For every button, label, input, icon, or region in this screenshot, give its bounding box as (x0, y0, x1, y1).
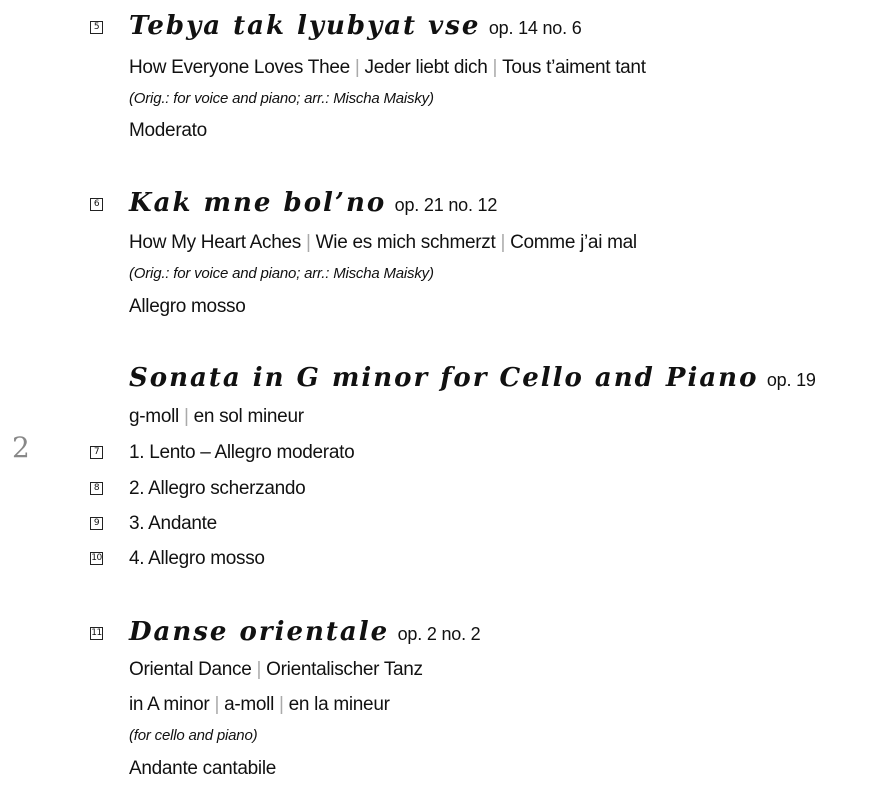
separator: | (279, 694, 284, 715)
track-number-7: 7 (90, 446, 103, 459)
page-number: 2 (12, 431, 30, 464)
arrangement-note: (Orig.: for voice and piano; arr.: Mischa Maisky) (129, 265, 434, 282)
work-title: Danse orientale (129, 617, 390, 647)
key-translations (129, 406, 304, 428)
track-number-5: 5 (90, 21, 103, 34)
separator: | (500, 232, 506, 253)
translation-german: Orientalischer Tanz (266, 659, 423, 680)
movement-label: 4. Allegro mosso (129, 548, 265, 569)
work-title: Kak mne bol’no (129, 188, 387, 218)
translation-german: Wie es mich schmerzt (315, 232, 496, 253)
movement-label: 2. Allegro scherzando (129, 478, 306, 499)
translation-german: Jeder liebt dich (364, 57, 488, 78)
opus-number: op. 2 no. 2 (397, 624, 481, 644)
translation-english: How Everyone Loves Thee (129, 57, 350, 78)
translation-english: Oriental Dance (129, 659, 252, 680)
translation-french: Tous t’aiment tant (502, 57, 646, 78)
separator: | (306, 232, 311, 253)
tempo-marking: Allegro mosso (129, 296, 246, 317)
separator: | (256, 659, 262, 680)
key-german: g-moll (129, 406, 179, 427)
key-french: en la mineur (288, 694, 390, 715)
work-title: Tebya tak lyubyat vse (129, 11, 481, 41)
track-number-11: 11 (91, 628, 102, 638)
work-heading-danse (129, 617, 481, 647)
separator: | (354, 57, 360, 78)
movement-label: 1. Lento – Allegro moderato (129, 442, 355, 463)
key-english: in A minor (129, 694, 210, 715)
key-line (129, 694, 390, 716)
instrumentation-note: (for cello and piano) (129, 727, 258, 744)
title-translations (129, 659, 423, 681)
track-number-9: 9 (90, 517, 103, 530)
work-title: Sonata in G minor for Cello and Piano (129, 363, 759, 393)
translation-french: Comme j’ai mal (510, 232, 637, 253)
arrangement-note: (Orig.: for voice and piano; arr.: Mischa Maisky) (129, 90, 434, 107)
opus-number: op. 14 no. 6 (488, 18, 582, 38)
track-number-8: 8 (90, 482, 103, 495)
movement-label: 3. Andante (129, 513, 217, 534)
tempo-marking: Moderato (129, 120, 207, 141)
opus-number: op. 19 (766, 370, 816, 390)
separator: | (492, 57, 498, 78)
tempo-marking: Andante cantabile (129, 758, 277, 779)
key-german: a-moll (224, 694, 275, 715)
key-french: en sol mineur (193, 406, 304, 427)
track-number-6: 6 (90, 198, 103, 211)
title-translations (129, 232, 637, 254)
track-number-10: 10 (91, 553, 102, 563)
title-translations (129, 57, 646, 79)
separator: | (183, 406, 189, 427)
work-heading-tebya (129, 11, 582, 41)
opus-number: op. 21 no. 12 (394, 195, 498, 215)
separator: | (214, 694, 220, 715)
translation-english: How My Heart Aches (129, 232, 301, 253)
work-heading-kak (129, 188, 497, 218)
work-heading-sonata (129, 363, 816, 393)
